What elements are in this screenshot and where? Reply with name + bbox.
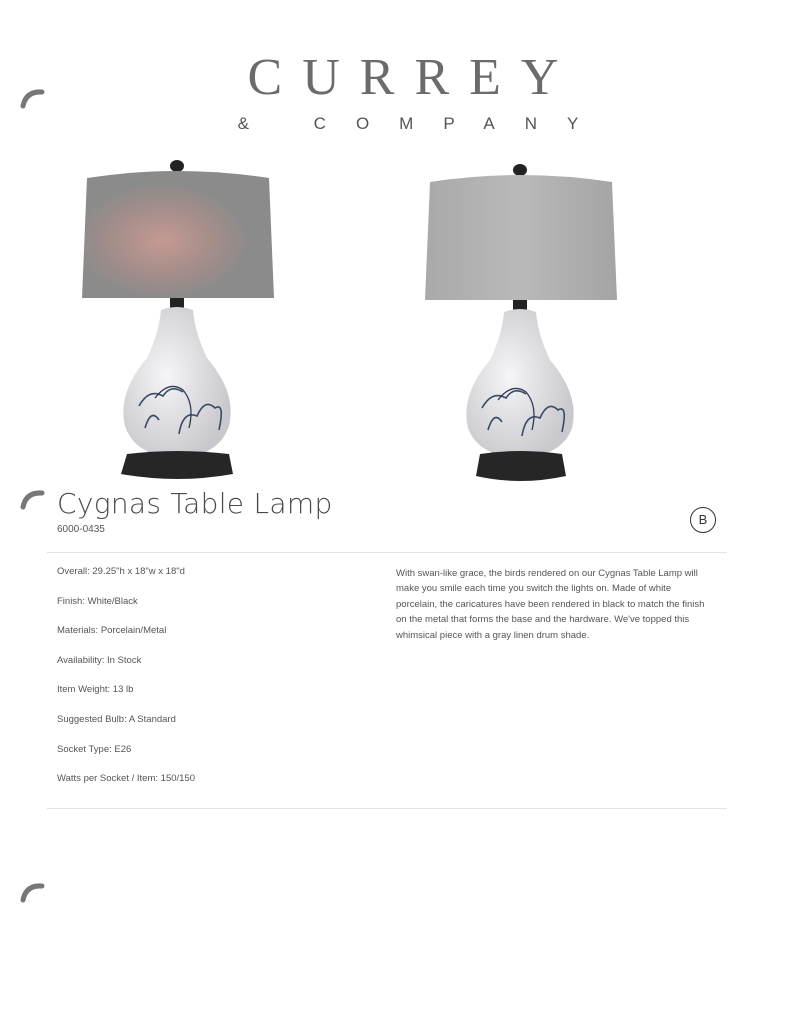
product-description: With swan-like grace, the birds rendered on our Cygnas Table Lamp will make you smile each time you switch the lights on. Made of white porcelain, the caricatures have been rendered in black to match the finish on the metal that forms the base and the hardware. We've topped this whimsical piece with a gray linen drum shade. — [396, 568, 705, 641]
spec-watts: Watts per Socket / Item: 150/150 — [57, 773, 195, 785]
spec-materials: Materials: Porcelain/Metal — [57, 625, 167, 637]
product-sku: 6000-0435 — [57, 524, 105, 535]
spec-suggested-bulb: Suggested Bulb: A Standard — [57, 713, 176, 725]
brand-subtitle: & COMPANY — [237, 114, 609, 133]
punch-hole-middle — [20, 487, 46, 513]
divider-top — [47, 552, 727, 553]
spec-list — [57, 566, 195, 803]
spec-finish: Finish: White/Black — [57, 595, 138, 607]
punch-hole-bottom — [20, 880, 46, 906]
product-image-unlit — [422, 158, 622, 488]
brand-logo: CURREY — [247, 49, 579, 106]
spec-item-weight: Item Weight: 13 lb — [57, 684, 134, 696]
spec-overall: Overall: 29.25"h x 18"w x 18"d — [57, 566, 185, 577]
product-title: Cygnas Table Lamp — [57, 487, 333, 520]
category-badge: B — [690, 507, 716, 533]
spec-socket-type: Socket Type: E26 — [57, 743, 132, 755]
divider-bottom — [47, 808, 727, 809]
spec-availability: Availability: In Stock — [57, 654, 142, 666]
product-image-lit — [79, 158, 279, 488]
